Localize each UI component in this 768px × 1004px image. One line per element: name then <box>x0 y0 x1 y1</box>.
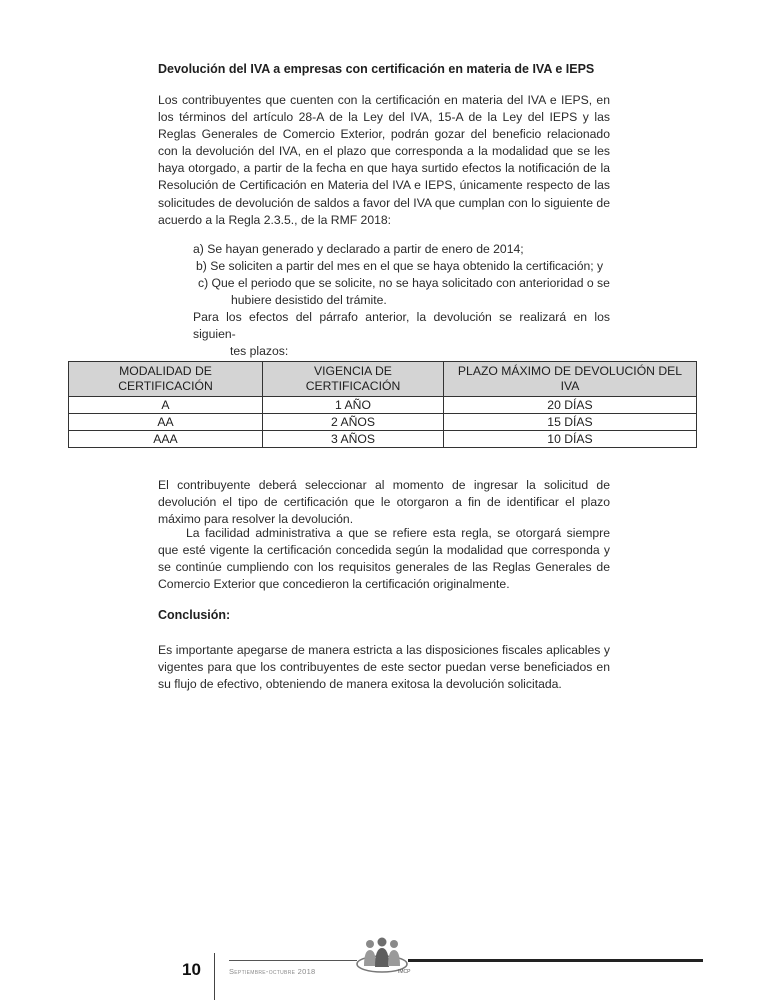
logo-graphic <box>355 938 409 974</box>
table-cell: AA <box>69 414 263 431</box>
table-cell: 10 DÍAS <box>444 431 697 448</box>
list-item: b) Se soliciten a partir del mes en el que se haya obtenido la certificación; y <box>196 259 604 274</box>
column-header: PLAZO MÁXIMO DE DEVOLUCIÓN DEL IVA <box>444 362 697 397</box>
list-item: a) Se hayan generado y declarado a partir de enero de 2014; <box>193 242 524 256</box>
selection-paragraph: El contribuyente deberá seleccionar al momento de ingresar la solicitud de devolución el tipo de certificación que le otorgaron a fin de identificar el plazo máximo para resolver la devolución. <box>158 478 610 527</box>
table-row <box>69 397 697 414</box>
table-cell: AAA <box>69 431 263 448</box>
footer-rule <box>229 960 357 961</box>
footer-divider <box>214 953 215 1000</box>
column-header: MODALIDAD DE CERTIFICACIÓN <box>69 362 263 397</box>
list-item-text: c) Que el periodo que se solicite, no se haya solicitado con anterioridad o se <box>198 276 610 291</box>
table-row <box>69 414 697 431</box>
facility-paragraph: La facilidad administrativa a que se refiere esta regla, se otorgará siempre que esté vigente la certificación concedida según la modalidad que corresponda y se continúe cumpliendo con los requisitos generales de las Reglas Generales de Comercio Exterior que concedieron la certificación originalmente. <box>158 526 610 592</box>
list-item <box>193 275 613 309</box>
refund-terms-table <box>68 361 697 448</box>
section-heading: Devolución del IVA a empresas con certificación en materia de IVA e IEPS <box>158 62 595 76</box>
table-cell: 20 DÍAS <box>444 397 697 414</box>
table-cell: 15 DÍAS <box>444 414 697 431</box>
table-row <box>69 431 697 448</box>
conclusion-heading: Conclusión: <box>158 608 231 622</box>
table-cell: 2 AÑOS <box>263 414 444 431</box>
table-cell: 1 AÑO <box>263 397 444 414</box>
footer-rule-thick <box>408 959 703 962</box>
conclusion-paragraph: Es importante apegarse de manera estricta a las disposiciones fiscales aplicables y vigentes para que los contribuyentes de este sector puedan verse beneficiados en su flujo de efectivo, obteniendo de manera exitosa la devolución solicitada. <box>158 643 610 692</box>
intro-paragraph: Los contribuyentes que cuenten con la certificación en materia del IVA e IEPS, en los términos del artículo 28-A de la Ley del IVA, 15-A de la Ley del IEPS y las Reglas Generales de Comercio Exterior, podrán gozar del beneficio relacionado con la devolución del IVA, en el plazo que corresponda a la modalidad que se les haya otorgado, a partir de la fecha en que haya surtido efectos la notificación de la Resolución de Certificación en Materia del IVA e IEPS, únicamente respecto de las solicitudes de devolución de saldos a favor del IVA que cumplan con lo siguiente de acuerdo a la Regla 2.3.5., de la RMF 2018: <box>158 93 610 227</box>
table-cell: A <box>69 397 263 414</box>
page-number: 10 <box>182 960 201 979</box>
logo-text: IMCP <box>398 969 411 975</box>
table-header-row <box>69 362 697 397</box>
table-cell: 3 AÑOS <box>263 431 444 448</box>
issue-date: Septiembre-octubre 2018 <box>229 967 316 976</box>
effects-line-continuation: tes plazos: <box>230 344 289 359</box>
effects-line: Para los efectos del párrafo anterior, la devolución se realizará en los siguien- <box>193 310 610 342</box>
requirements-list <box>193 241 613 309</box>
people-group-logo-icon <box>355 938 409 974</box>
list-item-continuation: hubiere desistido del trámite. <box>231 293 387 308</box>
column-header: VIGENCIA DE CERTIFICACIÓN <box>263 362 444 397</box>
effects-paragraph <box>193 309 610 360</box>
